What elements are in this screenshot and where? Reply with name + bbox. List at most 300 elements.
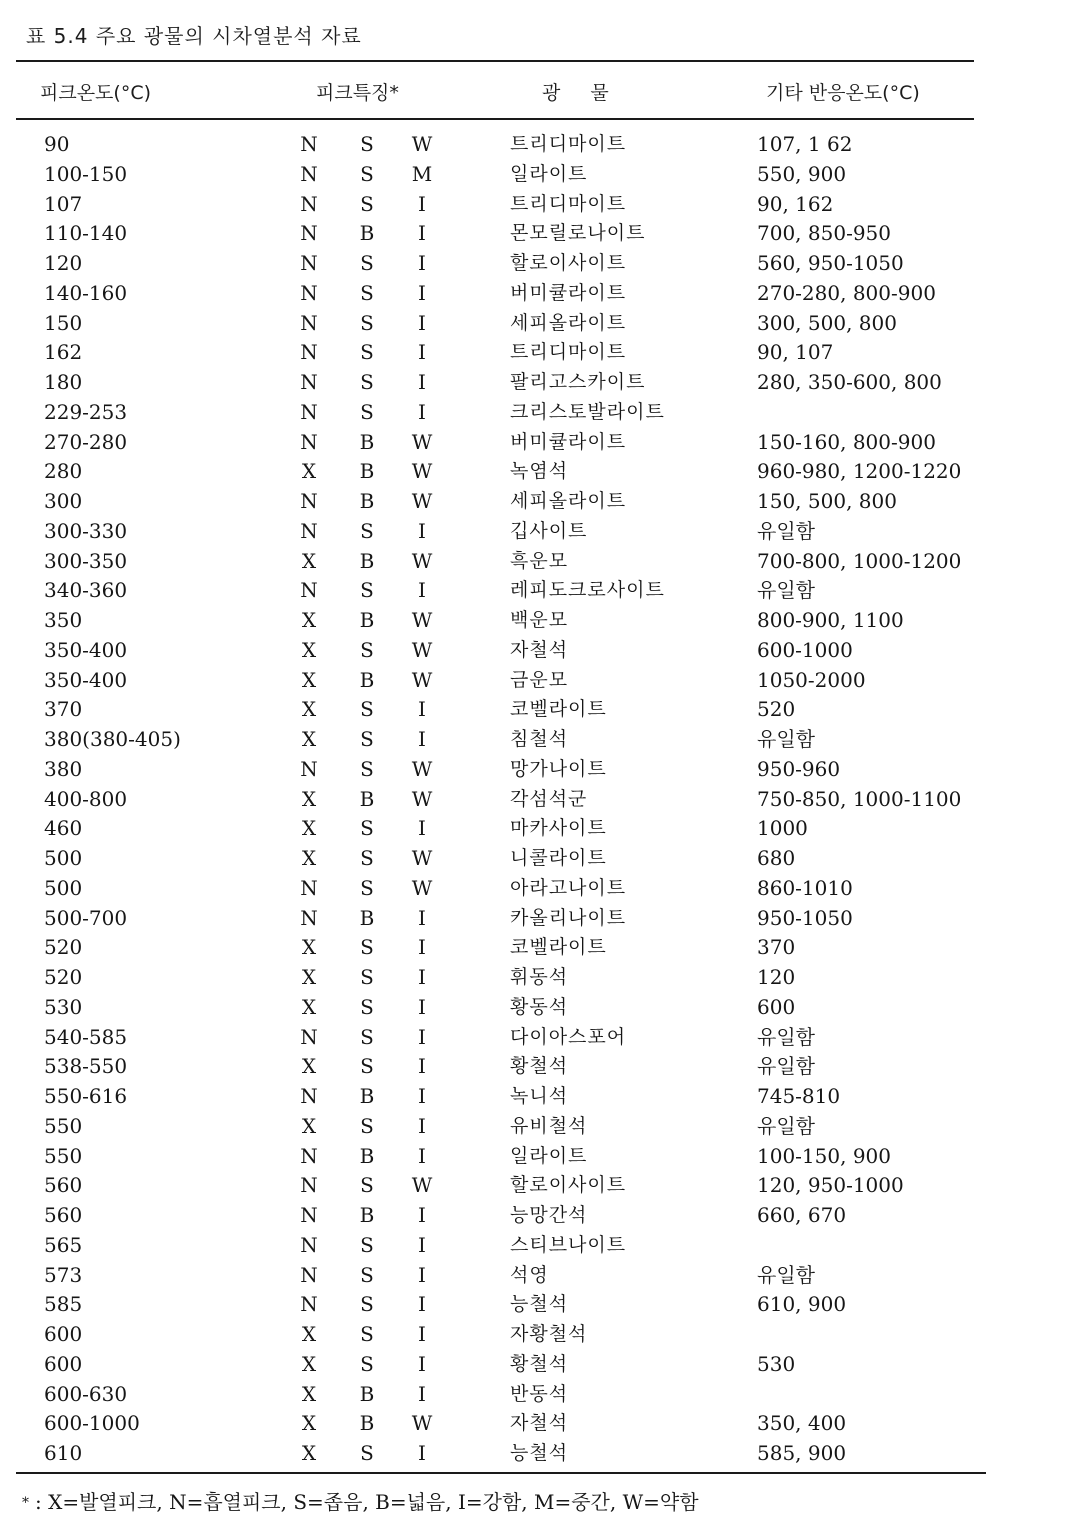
other-temps-cell: 700-800, 1000-1200 <box>757 548 962 573</box>
peak-type-cell: N <box>300 756 318 781</box>
peak-type-cell: X <box>301 816 317 841</box>
peak-type-cell: X <box>301 1322 317 1346</box>
peak-temp-cell: 280 <box>44 459 83 484</box>
footnote-text: : X=발열피크, N=흡열피크, S=좁음, B=넓음, I=강함, M=중간, W=약함 <box>35 1490 699 1514</box>
mineral-name-cell: 아라고나이트 <box>510 876 627 899</box>
other-temps-cell: 550, 900 <box>757 161 847 186</box>
peak-temp-cell: 540-585 <box>44 1024 128 1049</box>
table-row <box>0 1231 1090 1261</box>
other-temps-cell: 107, 1 62 <box>757 132 853 156</box>
mineral-name-cell: 자철석 <box>510 1412 569 1435</box>
peak-strength-cell: I <box>418 965 426 989</box>
table-row <box>0 666 1090 696</box>
mineral-name-cell: 세피올라이트 <box>510 490 627 512</box>
peak-strength-cell: W <box>411 608 433 632</box>
peak-type-cell: N <box>300 1143 318 1168</box>
peak-strength-cell: I <box>418 935 426 960</box>
table-row <box>0 279 1090 309</box>
other-temps-cell: 270-280, 800-900 <box>757 280 936 305</box>
table-row <box>0 1409 1090 1439</box>
peak-width-cell: S <box>360 370 374 394</box>
peak-temp-cell: 538-550 <box>44 1054 128 1079</box>
peak-strength-cell: W <box>411 489 433 513</box>
other-temps-cell: 530 <box>757 1351 796 1376</box>
mineral-name-cell: 트리디마이트 <box>510 341 627 364</box>
table-row <box>0 1112 1090 1142</box>
peak-width-cell: S <box>360 1232 374 1257</box>
other-temps-cell: 유일함 <box>757 1054 815 1079</box>
peak-temp-cell: 350-400 <box>44 637 128 662</box>
peak-temp-cell: 300 <box>44 489 83 513</box>
peak-type-cell: N <box>300 429 318 454</box>
other-temps-cell: 300, 500, 800 <box>757 310 897 335</box>
peak-width-cell: S <box>360 1262 374 1287</box>
peak-strength-cell: I <box>418 727 426 751</box>
peak-type-cell: N <box>300 1232 318 1257</box>
table-row <box>0 636 1090 666</box>
peak-type-cell: X <box>301 786 317 811</box>
peak-width-cell: S <box>360 161 374 186</box>
peak-temp-cell: 370 <box>44 697 83 722</box>
peak-width-cell: S <box>360 994 374 1019</box>
table-row <box>0 249 1090 279</box>
mineral-name-cell: 백운모 <box>510 609 569 631</box>
peak-width-cell: S <box>360 251 374 275</box>
peak-temp-cell: 340-360 <box>44 578 128 603</box>
header-peak-temp: 피크온도(°C) <box>40 82 152 104</box>
peak-type-cell: X <box>301 994 317 1019</box>
peak-type-cell: N <box>300 370 318 394</box>
table-row <box>0 1320 1090 1350</box>
mineral-name-cell: 깁사이트 <box>510 519 588 542</box>
mineral-name-cell: 트리디마이트 <box>510 192 627 215</box>
mineral-name-cell: 휘동석 <box>510 966 569 988</box>
other-temps-cell: 585, 900 <box>757 1441 847 1465</box>
other-temps-cell: 600-1000 <box>757 637 853 662</box>
peak-width-cell: S <box>360 1113 374 1138</box>
other-temps-cell: 800-900, 1100 <box>757 608 904 632</box>
peak-strength-cell: W <box>411 846 433 870</box>
peak-strength-cell: I <box>418 1143 426 1168</box>
peak-strength-cell: I <box>418 1024 426 1049</box>
table-row <box>0 368 1090 398</box>
mineral-name-cell: 망가나이트 <box>510 757 607 780</box>
mineral-name-cell: 반동석 <box>510 1382 569 1405</box>
peak-temp-cell: 180 <box>44 370 83 394</box>
peak-temp-cell: 100-150 <box>44 161 128 186</box>
peak-type-cell: X <box>301 1113 317 1138</box>
table-row <box>0 695 1090 725</box>
table-row <box>0 933 1090 963</box>
peak-strength-cell: I <box>418 280 426 305</box>
peak-strength-cell: I <box>418 816 426 841</box>
peak-width-cell: S <box>360 846 374 870</box>
peak-width-cell: S <box>360 310 374 335</box>
mineral-name-cell: 석영 <box>510 1263 549 1286</box>
peak-width-cell: B <box>359 1143 375 1168</box>
peak-strength-cell: W <box>411 548 433 573</box>
table-row <box>0 338 1090 368</box>
peak-type-cell: N <box>300 161 318 186</box>
peak-width-cell: S <box>360 1173 374 1198</box>
peak-strength-cell: I <box>418 1441 426 1465</box>
peak-type-cell: N <box>300 1024 318 1049</box>
peak-strength-cell: I <box>418 1262 426 1287</box>
mineral-name-cell: 세피올라이트 <box>510 311 627 334</box>
mineral-name-cell: 일라이트 <box>510 162 588 185</box>
peak-strength-cell: I <box>418 518 426 543</box>
other-temps-cell: 560, 950-1050 <box>757 251 904 275</box>
table-row <box>0 904 1090 934</box>
mineral-name-cell: 황철석 <box>510 1352 569 1375</box>
peak-width-cell: S <box>360 399 374 424</box>
other-temps-cell: 1000 <box>757 816 808 841</box>
peak-width-cell: B <box>359 548 375 573</box>
mineral-name-cell: 황동석 <box>510 995 569 1018</box>
peak-temp-cell: 120 <box>44 251 83 275</box>
mineral-name-cell: 코벨라이트 <box>510 936 607 959</box>
table-row <box>0 1052 1090 1082</box>
peak-strength-cell: M <box>411 161 433 186</box>
other-temps-cell: 유일함 <box>757 518 815 543</box>
table-row <box>0 1261 1090 1291</box>
peak-type-cell: N <box>300 1292 318 1317</box>
peak-temp-cell: 500-700 <box>44 905 128 930</box>
mineral-name-cell: 유비철석 <box>510 1114 588 1137</box>
other-temps-cell: 150, 500, 800 <box>757 489 897 513</box>
peak-temp-cell: 380 <box>44 756 83 781</box>
peak-strength-cell: W <box>411 429 433 454</box>
mineral-name-cell: 코벨라이트 <box>510 698 607 721</box>
peak-temp-cell: 350-400 <box>44 667 128 692</box>
other-temps-cell: 120 <box>757 965 796 989</box>
table-row <box>0 1350 1090 1380</box>
peak-strength-cell: I <box>418 578 426 603</box>
other-temps-cell: 960-980, 1200-1220 <box>757 459 962 484</box>
peak-temp-cell: 550 <box>44 1113 83 1138</box>
peak-width-cell: S <box>360 727 374 751</box>
table-top-rule <box>16 60 974 62</box>
peak-width-cell: B <box>359 1411 375 1436</box>
peak-temp-cell: 107 <box>44 191 83 216</box>
peak-type-cell: N <box>300 310 318 335</box>
peak-temp-cell: 610 <box>44 1441 83 1465</box>
peak-type-cell: X <box>301 1351 317 1376</box>
mineral-name-cell: 니콜라이트 <box>510 847 607 869</box>
table-bottom-rule <box>16 1472 986 1474</box>
mineral-name-cell: 트리디마이트 <box>510 133 627 155</box>
peak-temp-cell: 550 <box>44 1143 83 1168</box>
peak-strength-cell: W <box>411 132 433 156</box>
mineral-name-cell: 버미큘라이트 <box>510 281 627 304</box>
peak-strength-cell: I <box>418 340 426 365</box>
peak-strength-cell: I <box>418 1054 426 1079</box>
peak-strength-cell: I <box>418 399 426 424</box>
peak-strength-cell: W <box>411 667 433 692</box>
table-row <box>0 219 1090 249</box>
table-body <box>0 130 1090 1469</box>
peak-width-cell: S <box>360 132 374 156</box>
peak-temp-cell: 460 <box>44 816 83 841</box>
peak-width-cell: B <box>359 1381 375 1406</box>
peak-width-cell: B <box>359 786 375 811</box>
peak-strength-cell: W <box>411 756 433 781</box>
mineral-name-cell: 마카사이트 <box>510 817 607 840</box>
mineral-name-cell: 팔리고스카이트 <box>510 371 646 393</box>
peak-temp-cell: 150 <box>44 310 83 335</box>
peak-temp-cell: 560 <box>44 1203 83 1227</box>
other-temps-cell: 520 <box>757 697 796 722</box>
peak-type-cell: X <box>301 1441 317 1465</box>
peak-type-cell: X <box>301 965 317 989</box>
peak-temp-cell: 520 <box>44 935 83 960</box>
peak-strength-cell: I <box>418 251 426 275</box>
peak-width-cell: S <box>360 756 374 781</box>
table-row <box>0 457 1090 487</box>
peak-temp-cell: 300-350 <box>44 548 128 573</box>
peak-width-cell: S <box>360 965 374 989</box>
other-temps-cell: 유일함 <box>757 727 815 751</box>
table-row <box>0 428 1090 458</box>
peak-type-cell: N <box>300 399 318 424</box>
table-row <box>0 1023 1090 1053</box>
peak-strength-cell: I <box>418 1203 426 1227</box>
peak-strength-cell: W <box>411 875 433 900</box>
table-row <box>0 1439 1090 1469</box>
mineral-name-cell: 금운모 <box>510 668 569 691</box>
table-row <box>0 1142 1090 1172</box>
peak-type-cell: X <box>301 1381 317 1406</box>
peak-type-cell: X <box>301 637 317 662</box>
header-mineral: 광 물 <box>542 82 621 104</box>
peak-type-cell: X <box>301 459 317 484</box>
peak-strength-cell: W <box>411 1411 433 1436</box>
peak-temp-cell: 550-616 <box>44 1084 128 1108</box>
other-temps-cell: 660, 670 <box>757 1203 847 1227</box>
other-temps-cell: 600 <box>757 994 796 1019</box>
table-row <box>0 1290 1090 1320</box>
mineral-name-cell: 황철석 <box>510 1055 569 1078</box>
peak-type-cell: N <box>300 1203 318 1227</box>
peak-type-cell: N <box>300 251 318 275</box>
other-temps-cell: 120, 950-1000 <box>757 1173 904 1198</box>
table-row <box>0 1201 1090 1231</box>
table-row <box>0 130 1090 160</box>
peak-width-cell: S <box>360 697 374 722</box>
peak-temp-cell: 600-1000 <box>44 1411 140 1436</box>
table-row <box>0 725 1090 755</box>
peak-width-cell: B <box>359 667 375 692</box>
other-temps-cell: 350, 400 <box>757 1411 847 1436</box>
table-row <box>0 874 1090 904</box>
mineral-name-cell: 몬모릴로나이트 <box>510 222 646 245</box>
table-row <box>0 993 1090 1023</box>
mineral-name-cell: 녹염석 <box>510 460 569 483</box>
peak-strength-cell: I <box>418 221 426 246</box>
other-temps-cell: 950-1050 <box>757 905 853 930</box>
header-other-temps: 기타 반응온도(°C) <box>766 82 920 104</box>
peak-type-cell: N <box>300 340 318 365</box>
mineral-name-cell: 흑운모 <box>510 549 569 572</box>
peak-width-cell: S <box>360 518 374 543</box>
other-temps-cell: 680 <box>757 846 796 870</box>
peak-type-cell: X <box>301 727 317 751</box>
peak-strength-cell: W <box>411 637 433 662</box>
peak-width-cell: B <box>359 1084 375 1108</box>
other-temps-cell: 280, 350-600, 800 <box>757 370 942 394</box>
peak-strength-cell: I <box>418 994 426 1019</box>
peak-type-cell: N <box>300 518 318 543</box>
peak-temp-cell: 380(380-405) <box>44 727 181 751</box>
other-temps-cell: 860-1010 <box>757 875 853 900</box>
other-temps-cell: 100-150, 900 <box>757 1143 891 1168</box>
other-temps-cell: 유일함 <box>757 1262 815 1287</box>
other-temps-cell: 150-160, 800-900 <box>757 429 936 454</box>
mineral-name-cell: 녹니석 <box>510 1085 569 1107</box>
other-temps-cell: 370 <box>757 935 796 960</box>
peak-strength-cell: I <box>418 310 426 335</box>
table-row <box>0 487 1090 517</box>
peak-width-cell: B <box>359 489 375 513</box>
peak-width-cell: S <box>360 816 374 841</box>
peak-temp-cell: 110-140 <box>44 221 128 246</box>
peak-type-cell: X <box>301 1411 317 1436</box>
mineral-name-cell: 카올리나이트 <box>510 906 627 929</box>
peak-width-cell: B <box>359 221 375 246</box>
peak-width-cell: S <box>360 340 374 365</box>
table-row <box>0 398 1090 428</box>
peak-temp-cell: 565 <box>44 1232 83 1257</box>
other-temps-cell: 90, 162 <box>757 191 834 216</box>
peak-width-cell: S <box>360 1351 374 1376</box>
table-row <box>0 190 1090 220</box>
peak-temp-cell: 600 <box>44 1351 83 1376</box>
table-row <box>0 309 1090 339</box>
footnote-marker: * <box>22 1495 29 1511</box>
peak-strength-cell: I <box>418 370 426 394</box>
peak-type-cell: N <box>300 489 318 513</box>
peak-temp-cell: 270-280 <box>44 429 128 454</box>
peak-width-cell: S <box>360 1054 374 1079</box>
peak-strength-cell: I <box>418 1084 426 1108</box>
peak-width-cell: S <box>360 1441 374 1465</box>
peak-temp-cell: 400-800 <box>44 786 128 811</box>
peak-width-cell: S <box>360 1024 374 1049</box>
peak-temp-cell: 162 <box>44 340 83 365</box>
mineral-name-cell: 다이아스포어 <box>510 1025 627 1048</box>
other-temps-cell: 유일함 <box>757 578 815 603</box>
peak-strength-cell: I <box>418 1113 426 1138</box>
peak-width-cell: B <box>359 429 375 454</box>
peak-width-cell: B <box>359 1203 375 1227</box>
other-temps-cell: 750-850, 1000-1100 <box>757 786 962 811</box>
table-row <box>0 547 1090 577</box>
peak-type-cell: X <box>301 608 317 632</box>
peak-type-cell: X <box>301 667 317 692</box>
peak-temp-cell: 560 <box>44 1173 83 1198</box>
other-temps-cell: 700, 850-950 <box>757 221 891 246</box>
peak-type-cell: X <box>301 697 317 722</box>
peak-temp-cell: 520 <box>44 965 83 989</box>
footnote <box>22 1486 699 1515</box>
table-row <box>0 814 1090 844</box>
peak-width-cell: S <box>360 1322 374 1346</box>
table-row <box>0 1171 1090 1201</box>
peak-type-cell: X <box>301 935 317 960</box>
header-peak-feature: 피크특징* <box>316 82 399 104</box>
peak-type-cell: X <box>301 846 317 870</box>
peak-width-cell: B <box>359 459 375 484</box>
table-row <box>0 785 1090 815</box>
peak-width-cell: S <box>360 1292 374 1317</box>
peak-type-cell: N <box>300 280 318 305</box>
table-header-rule <box>16 118 974 120</box>
peak-width-cell: S <box>360 280 374 305</box>
peak-width-cell: S <box>360 191 374 216</box>
other-temps-cell: 745-810 <box>757 1084 841 1108</box>
table-row <box>0 517 1090 547</box>
peak-type-cell: X <box>301 548 317 573</box>
peak-temp-cell: 500 <box>44 875 83 900</box>
peak-strength-cell: I <box>418 697 426 722</box>
peak-type-cell: N <box>300 875 318 900</box>
table-row <box>0 576 1090 606</box>
peak-type-cell: N <box>300 221 318 246</box>
peak-width-cell: S <box>360 935 374 960</box>
peak-strength-cell: W <box>411 459 433 484</box>
peak-strength-cell: I <box>418 1381 426 1406</box>
mineral-name-cell: 크리스토발라이트 <box>510 400 665 423</box>
mineral-name-cell: 버미큘라이트 <box>510 430 627 453</box>
mineral-name-cell: 할로이사이트 <box>510 1174 627 1197</box>
peak-strength-cell: I <box>418 1351 426 1376</box>
peak-temp-cell: 500 <box>44 846 83 870</box>
peak-type-cell: N <box>300 191 318 216</box>
table-row <box>0 160 1090 190</box>
other-temps-cell: 유일함 <box>757 1024 815 1049</box>
peak-type-cell: X <box>301 1054 317 1079</box>
mineral-name-cell: 침철석 <box>510 728 569 750</box>
peak-temp-cell: 600 <box>44 1322 83 1346</box>
peak-type-cell: N <box>300 1173 318 1198</box>
peak-type-cell: N <box>300 905 318 930</box>
peak-type-cell: N <box>300 578 318 603</box>
mineral-name-cell: 일라이트 <box>510 1144 588 1167</box>
peak-width-cell: B <box>359 905 375 930</box>
mineral-name-cell: 능철석 <box>510 1293 569 1316</box>
peak-type-cell: N <box>300 132 318 156</box>
peak-temp-cell: 585 <box>44 1292 83 1317</box>
mineral-name-cell: 레피도크로사이트 <box>510 579 665 602</box>
peak-width-cell: S <box>360 578 374 603</box>
mineral-name-cell: 자철석 <box>510 638 569 661</box>
peak-strength-cell: W <box>411 786 433 811</box>
table-row <box>0 963 1090 993</box>
page-title: 표 5.4 주요 광물의 시차열분석 자료 <box>26 24 362 48</box>
table-row <box>0 755 1090 785</box>
peak-strength-cell: I <box>418 1322 426 1346</box>
peak-width-cell: S <box>360 637 374 662</box>
mineral-name-cell: 능철석 <box>510 1442 569 1464</box>
other-temps-cell: 610, 900 <box>757 1292 847 1317</box>
mineral-name-cell: 각섬석군 <box>510 787 588 810</box>
peak-temp-cell: 300-330 <box>44 518 128 543</box>
peak-strength-cell: I <box>418 1292 426 1317</box>
other-temps-cell: 950-960 <box>757 756 841 781</box>
peak-temp-cell: 140-160 <box>44 280 128 305</box>
peak-strength-cell: I <box>418 1232 426 1257</box>
peak-strength-cell: I <box>418 191 426 216</box>
